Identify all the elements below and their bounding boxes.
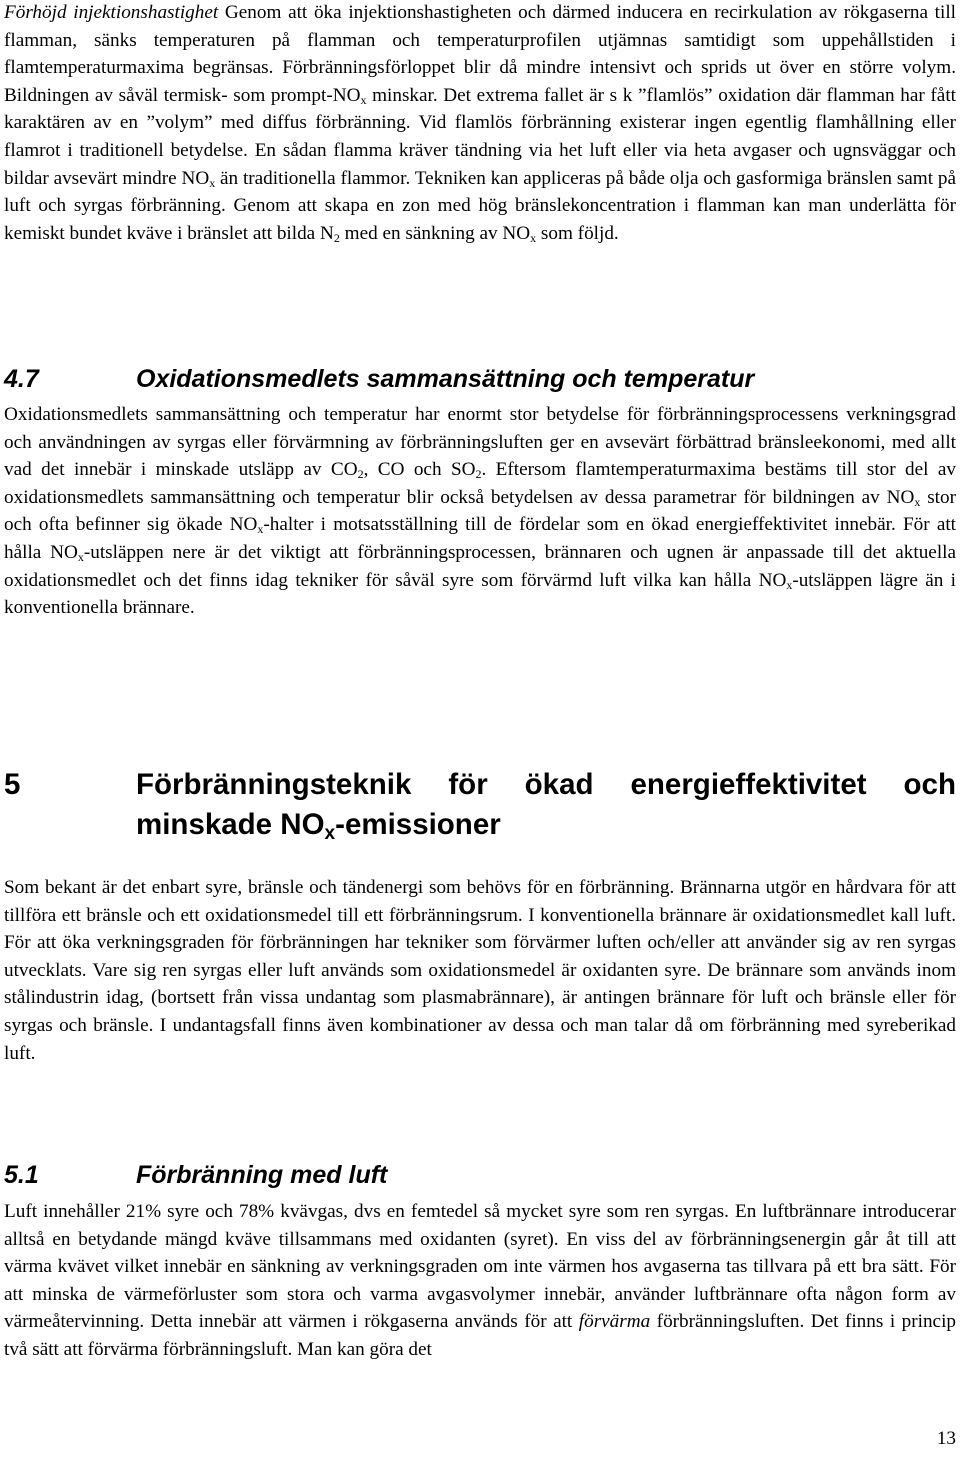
subscript: x [77, 549, 84, 564]
section-number: 5 [4, 768, 21, 801]
section-title-line: Förbränningsteknik för ökad energieffektivitet och [136, 768, 956, 801]
text-run: stor och ofta befinner sig ökade NO [4, 486, 956, 536]
text-run: -halter i motsatsställning till de fördelar som en ökad energieffektivitet innebär. För att hålla NO [4, 514, 956, 563]
page-number: 13 [936, 1428, 956, 1449]
section-number: 4.7 [4, 365, 39, 393]
text-run: som följd. [536, 222, 619, 244]
text-run: -emissioner [335, 808, 501, 841]
text-run: . Eftersom flamtemperaturmaxima bestäms till stor del av oxidationsmedlets sammansättning och temperatur blir också betydelsen av dessa parametrar för bildningen av NO [4, 459, 956, 508]
text-run: Genom att öka injektionshastigheten och därmed inducera en recirkulation av rökgaserna till flamman, sänks temperaturen på flamman och temperaturprofilen utjämnas samtidigt som uppehållstiden i flamtemperaturmaxima begränsas. Förbränningsförloppet blir då mindre intensivt och sprids ut över en större volym. Bildningen av såväl termisk- som prompt-NO [4, 2, 956, 106]
subscript: x [786, 577, 793, 592]
paragraph-air-combustion [4, 1198, 956, 1364]
subscript: 2 [357, 467, 364, 482]
text-run: Luft innehåller 21% syre och 78% kvävgas, dvs en femtedel så mycket syre som ren syrgas. En luftbrännare introducerar alltså en betydande mängd kväve tillsammans med oxidanten (syret). En viss del av förbränningsenergin går åt till att värma kvävet vilket innebär en sänkning av verkningsgraden om inte värmen hos avgaserna tas tillvara på ett bra sätt. För att minska de värmeförluster som stora och varma avgasvolymer innebär, använder luftbrännare ofta någon form av värmeåtervinning. Detta innebär att värmen i rökgaserna används för att [4, 1201, 956, 1333]
paragraph-oxidant-composition [4, 401, 956, 622]
section-title-line [136, 805, 956, 845]
text-run: minskade NO [136, 808, 325, 841]
text-run: Oxidationsmedlets sammansättning och temperatur har enormt stor betydelse för förbränningsprocessens verkningsgrad och användningen av syrgas eller förvärmning av förbränningsluften ger en avsevärt förbättrad bränsleekonomi, med allt vad det innebär i minskade utsläpp av CO [4, 404, 956, 481]
paragraph-lead-term: Förhöjd injektionshastighet [4, 2, 219, 23]
text-run: -utsläppen nere är det viktigt att förbränningsprocessen, brännaren och ugnen är anpassade till det aktuella oxidationsmedlet och det finns idag tekniker för såväl syre som förvärmd luft vilka kan hålla NO [4, 541, 956, 591]
subscript: x [209, 175, 216, 190]
subscript: x [530, 230, 537, 245]
text-run: minskar. Det extrema fallet är s k ”flamlös” oxidation där flamman har fått karaktären av en ”volym” med diffus förbränning. Vid flamlös förbränning existerar ingen egentlig flamhållning eller flamrot i traditionell betydelse. En sådan flamma kräver tändning via het luft eller via heta avgaser och ugnsväggar och bildar avsevärt mindre NO [4, 84, 956, 189]
emphasis: förvärma [578, 1311, 651, 1333]
paragraph-injection-speed [4, 0, 956, 247]
section-heading-5 [4, 765, 956, 845]
subscript: x [360, 92, 367, 107]
subscript: 2 [333, 230, 340, 245]
subscript: 2 [475, 467, 482, 482]
section-heading-5-1 [4, 1158, 956, 1192]
section-title [136, 765, 956, 845]
paragraph-combustion-technique: Som bekant är det enbart syre, bränsle och tändenergi som behövs för en förbränning. Brännarna utgör en hårdvara för att tillföra ett bränsle och ett oxidationsmedel till ett förbränningsrum. I konventionella brännare är oxidationsmedlet kall luft. För att öka verkningsgraden för förbränningen har tekniker som förvärmer luften och/eller att använder sig av ren syrgas utvecklats. Vare sig ren syrgas eller luft används som oxidationsmedel är oxidanten syre. De brännare som används inom stålindustrin idag, (bortsett från vissa undantag som plasmabrännare), är antingen brännare för luft och bränsle eller för syrgas och bränsle. I undantagsfall finns även kombinationer av dessa och man talar då om förbränning med syreberikad luft. [4, 877, 956, 1064]
section-heading-4-7 [4, 362, 956, 396]
text-run: än traditionella flammor. Tekniken kan appliceras på både olja och gasformiga bränslen samt på luft och syrgas förbränning. Genom att skapa en zon med hög bränslekoncentration i flamman kan man underlätta för kemiskt bundet kväve i bränslet att bilda N [4, 167, 956, 244]
section-title: Oxidationsmedlets sammansättning och temperatur [136, 365, 755, 393]
text-run: förbränningsluften. Det finns i princip två sätt att förvärma förbränningsluft. Man kan göra det [4, 1311, 956, 1360]
subscript: x [914, 494, 921, 509]
subscript: x [257, 522, 264, 537]
text-run: -utsläppen lägre än i konventionella brännare. [4, 569, 957, 619]
text-run: , CO och SO [363, 459, 476, 481]
section-number: 5.1 [4, 1161, 39, 1189]
section-title: Förbränning med luft [136, 1161, 388, 1189]
text-run: med en sänkning av NO [339, 222, 531, 244]
subscript: x [324, 823, 336, 844]
